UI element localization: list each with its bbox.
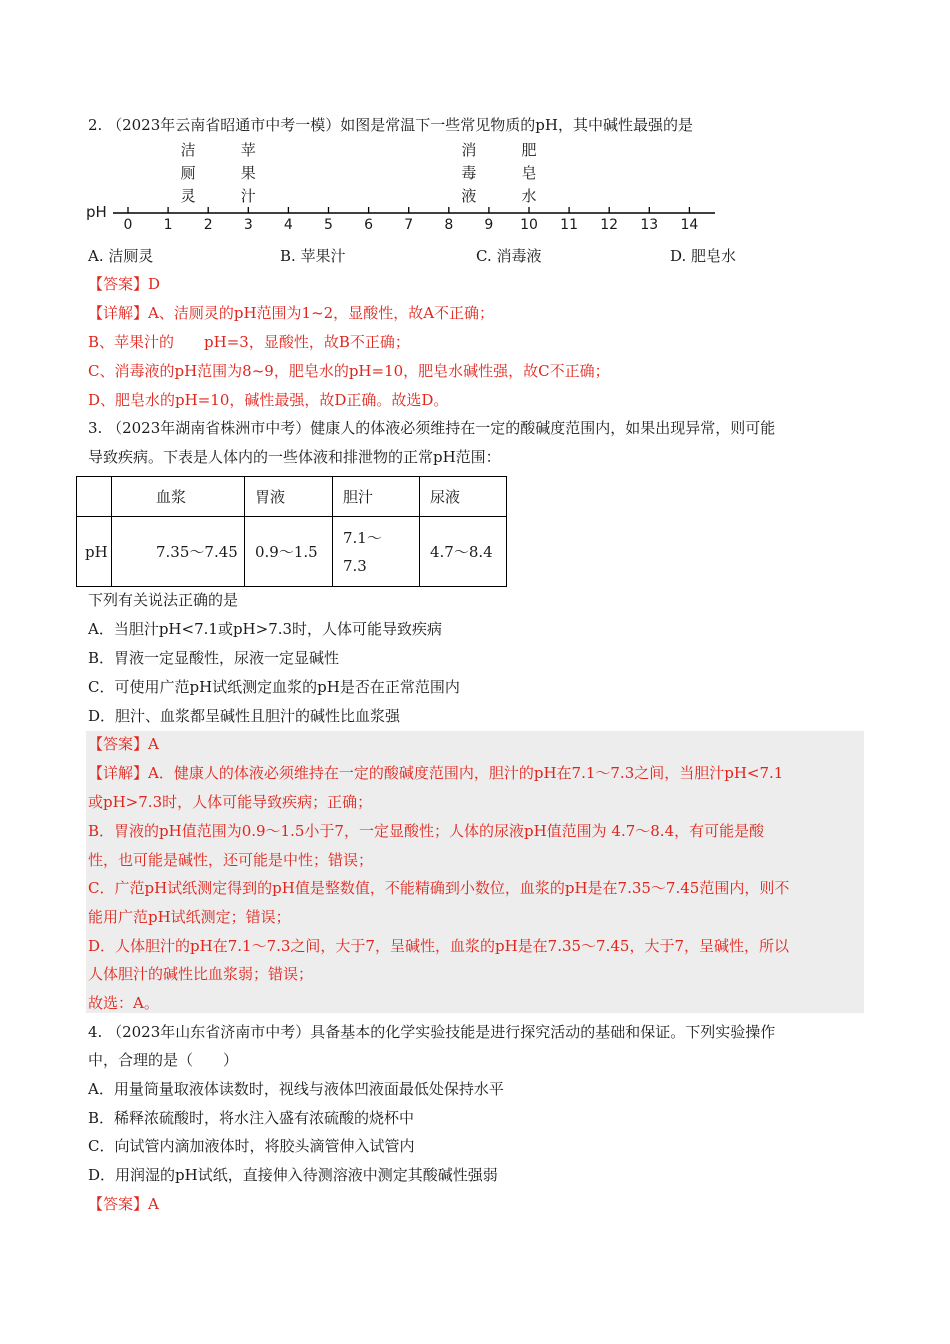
q2-option-d: D. 肥皂水	[670, 247, 737, 265]
q4-answer-value: A	[148, 1195, 159, 1213]
ph-tick-label: 10	[520, 217, 538, 233]
q3-explain-7: 人体胆汁的碱性比血浆弱；错误；	[88, 965, 314, 983]
q4-answer	[88, 1194, 159, 1214]
q2-explain-tag: 【详解】	[88, 304, 149, 322]
table-cell: 4.7～8.4	[420, 517, 507, 587]
q3-answer	[88, 734, 159, 754]
q3-explain-8: 故选：A。	[88, 994, 159, 1012]
ph-tick-label: 6	[364, 217, 374, 233]
q2-option-a: A. 洁厕灵	[88, 247, 154, 265]
ph-tick-label: 5	[324, 217, 333, 233]
q3-explain-4: C．广范pH试纸测定得到的pH值是整数值，不能精确到小数位，血浆的pH是在7.35～7.45范围内，则不	[88, 879, 790, 897]
q3-prompt: 下列有关说法正确的是	[88, 591, 239, 609]
q3-explain-0: 【详解】A．健康人的体液必须维持在一定的酸碱度范围内，胆汁的pH在7.1～7.3之间，当胆汁pH<7.1	[88, 764, 784, 782]
q4-stem-0: 4. （2023年山东省济南市中考）具备基本的化学实验技能是进行探究活动的基础和保证。下列实验操作	[88, 1023, 776, 1041]
q3-explain-3: 性，也可能是碱性，还可能是中性；错误；	[88, 851, 374, 869]
q2-explain-3: D、肥皂水的pH=10，碱性最强，故D正确。故选D。	[88, 391, 449, 409]
table-row-label: pH	[77, 517, 112, 587]
q3-option-b: B．胃液一定显酸性，尿液一定显碱性	[88, 649, 340, 667]
q3-option-c: C．可使用广范pH试纸测定血浆的pH是否在正常范围内	[88, 678, 460, 696]
q3-explain-tag: 【详解】	[88, 764, 149, 782]
q2-answer-tag: 【答案】	[88, 275, 149, 293]
table-header-cell: 血浆	[112, 477, 245, 517]
q2-answer-value: D	[148, 275, 161, 293]
table-header-cell: 尿液	[420, 477, 507, 517]
ph-axis-ticks	[128, 207, 689, 213]
ph-tick-label: 9	[484, 217, 494, 233]
q3-answer-tag: 【答案】	[88, 735, 149, 753]
table-cell: 7.1～ 7.3	[333, 517, 420, 587]
q2-option-b: B. 苹果汁	[280, 247, 346, 265]
q2-explain-1: B、苹果汁的 pH=3，显酸性，故B不正确；	[88, 333, 410, 351]
table-header-cell: 胆汁	[333, 477, 420, 517]
q3-explain-5: 能用广范pH试纸测定；错误；	[88, 908, 291, 926]
table-header-row	[77, 477, 507, 517]
ph-tick-label: 7	[404, 217, 414, 233]
ph-tick-label: 4	[283, 217, 293, 233]
q2-option-c: C. 消毒液	[476, 247, 542, 265]
q3-explain-1: 或pH>7.3时，人体可能导致疾病；正确；	[88, 793, 373, 811]
ph-tick-label: 12	[600, 217, 619, 233]
q4-answer-tag: 【答案】	[88, 1195, 149, 1213]
q3-stem-1: 导致疾病。下表是人体内的一些体液和排泄物的正常pH范围：	[88, 448, 501, 466]
q2-explain-0: 【详解】A、洁厕灵的pH范围为1~2，显酸性，故A不正确；	[88, 304, 495, 322]
ph-tick-label: 1	[163, 217, 173, 233]
ph-tick-label: 0	[123, 217, 133, 233]
q4-option-c: C．向试管内滴加液体时，将胶头滴管伸入试管内	[88, 1137, 415, 1155]
q4-option-a: A．用量筒量取液体读数时，视线与液体凹液面最低处保持水平	[88, 1080, 504, 1098]
q4-option-b: B．稀释浓硫酸时，将水注入盛有浓硫酸的烧杯中	[88, 1109, 415, 1127]
table-cell: 7.35～7.45	[112, 517, 245, 587]
ph-tick-label: 2	[203, 217, 213, 233]
q3-stem-0: 3. （2023年湖南省株洲市中考）健康人的体液必须维持在一定的酸碱度范围内，如果出现异常，则可能	[88, 419, 776, 437]
q3-explain-6: D．人体胆汁的pH在7.1～7.3之间，大于7，呈碱性，血浆的pH是在7.35～7.45，大于7，呈碱性，所以	[88, 937, 789, 955]
q3-answer-value: A	[148, 735, 159, 753]
ph-range-table	[76, 476, 507, 587]
q4-option-d: D．用润湿的pH试纸，直接伸入待测溶液中测定其酸碱性强弱	[88, 1166, 498, 1184]
q2-stem: 2. （2023年云南省昭通市中考一模）如图是常温下一些常见物质的pH，其中碱性最强的是	[88, 116, 693, 134]
table-header-cell	[77, 477, 112, 517]
table-header-cell: 胃液	[245, 477, 333, 517]
q2-answer	[88, 274, 160, 294]
table-row	[77, 517, 507, 587]
ph-tick-label: 14	[680, 217, 699, 233]
q2-explain-2: C、消毒液的pH范围为8~9，肥皂水的pH=10，肥皂水碱性强，故C不正确；	[88, 362, 610, 380]
ph-tick-label: 3	[243, 217, 253, 233]
q3-option-a: A．当胆汁pH<7.1或pH>7.3时，人体可能导致疾病	[88, 620, 443, 638]
ph-tick-label: 8	[444, 217, 454, 233]
ph-axis	[0, 0, 950, 240]
ph-tick-label: 13	[640, 217, 659, 233]
q3-option-d: D．胆汁、血浆都呈碱性且胆汁的碱性比血浆强	[88, 707, 401, 725]
table-cell: 0.9～1.5	[245, 517, 333, 587]
q3-explain-2: B．胃液的pH值范围为0.9～1.5小于7，一定显酸性；人体的尿液pH值范围为 4.7～8.4，有可能是酸	[88, 822, 765, 840]
q4-stem-1: 中，合理的是（ ）	[88, 1051, 239, 1069]
ph-axis-label: pH	[86, 203, 107, 221]
ph-tick-label: 11	[560, 217, 578, 233]
